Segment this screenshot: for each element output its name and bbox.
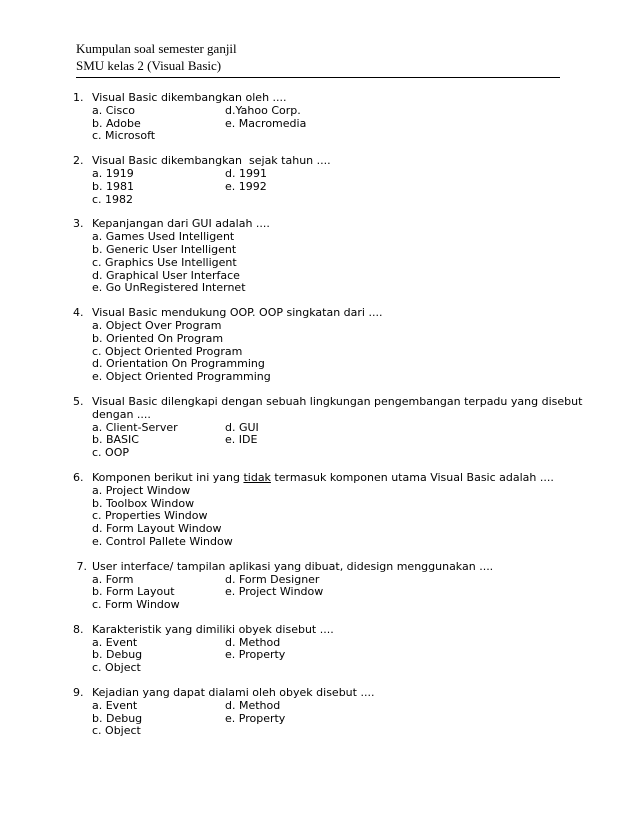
option: c. Properties Window [92, 509, 208, 523]
option: b. BASIC [92, 433, 139, 447]
option: b. 1981 [92, 179, 134, 193]
question-text: Visual Basic mendukung OOP. OOP singkatan dari .... [92, 306, 383, 320]
question-number: 3. [73, 217, 84, 231]
option: c. Graphics Use Intelligent [92, 255, 237, 269]
option: c. Microsoft [92, 129, 156, 143]
option: e. Control Pallete Window [92, 534, 233, 548]
option: d. Method [225, 698, 281, 712]
option: d. GUI [225, 420, 259, 434]
question-number: 6. [73, 470, 84, 484]
option: a. 1919 [92, 166, 134, 180]
question-2 [73, 155, 573, 206]
option: a. Games Used Intelligent [92, 230, 235, 244]
option: c. Object [92, 724, 141, 738]
question-text: Visual Basic dikembangkan oleh .... [92, 91, 287, 104]
option: b. Adobe [92, 116, 141, 130]
option: d. 1991 [225, 166, 267, 180]
option: e. IDE [225, 433, 258, 447]
option: d. Graphical User Interface [92, 268, 240, 282]
option: a. Object Over Program [92, 318, 222, 332]
option: c. Object [92, 661, 141, 675]
option: a. Project Window [92, 483, 191, 497]
question-text: Visual Basic dikembangkan sejak tahun .... [92, 154, 331, 168]
option: c. OOP [92, 446, 129, 460]
question-text-before: Komponen berikut ini yang [92, 470, 244, 484]
option: d. Method [225, 635, 281, 649]
question-number: 4. [73, 306, 84, 320]
question-5 [73, 394, 583, 460]
question-number: 2. [73, 154, 84, 168]
question-text: Kepanjangan dari GUI adalah .... [92, 217, 270, 231]
question-3 [73, 218, 573, 295]
question-9 [73, 687, 573, 738]
question-list [73, 91, 583, 750]
question-6 [73, 472, 573, 549]
option: b. Debug [92, 648, 143, 662]
option: d.Yahoo Corp. [225, 103, 301, 117]
option: e. Macromedia [225, 116, 307, 130]
question-text-continued: dengan .... [92, 407, 151, 421]
question-text-underlined: tidak [243, 470, 271, 484]
question-text [92, 472, 554, 485]
question-text: Visual Basic dilengkapi dengan sebuah lingkungan pengembangan terpadu yang disebut [92, 394, 583, 408]
option: e. Property [225, 648, 286, 662]
option: b. Generic User Intelligent [92, 242, 237, 256]
option: d. Form Designer [225, 572, 320, 586]
question-number: 1. [73, 91, 84, 104]
question-text: Karakteristik yang dimiliki obyek disebut .... [92, 622, 334, 636]
option: e. 1992 [225, 179, 267, 193]
option: d. Form Layout Window [92, 522, 222, 536]
option: a. Client-Server [92, 420, 178, 434]
option: a. Form [92, 572, 134, 586]
option: c. Form Window [92, 598, 180, 612]
question-4 [73, 307, 573, 384]
option: c. Object Oriented Program [92, 344, 243, 358]
question-7 [73, 561, 573, 612]
question-number: 9. [73, 686, 84, 700]
option: c. 1982 [92, 192, 134, 206]
option: e. Object Oriented Programming [92, 370, 271, 384]
option: b. Toolbox Window [92, 496, 195, 510]
option: b. Debug [92, 711, 143, 725]
question-number: 8. [73, 622, 84, 636]
option: e. Go UnRegistered Internet [92, 281, 246, 295]
question-number: 7. [73, 559, 87, 573]
option: d. Orientation On Programming [92, 357, 265, 371]
option: a. Event [92, 635, 138, 649]
header-subtitle: SMU kelas 2 (Visual Basic) [76, 58, 222, 73]
question-text: Kejadian yang dapat dialami oleh obyek disebut .... [92, 686, 375, 700]
question-1 [73, 92, 573, 143]
option: a. Event [92, 698, 138, 712]
question-text: User interface/ tampilan aplikasi yang dibuat, didesign menggunakan .... [92, 559, 494, 573]
option: b. Oriented On Program [92, 331, 224, 345]
option: e. Project Window [225, 585, 324, 599]
page-header [76, 40, 560, 78]
question-text-after: termasuk komponen utama Visual Basic adalah .... [270, 470, 554, 484]
option: e. Property [225, 711, 286, 725]
option: b. Form Layout [92, 585, 175, 599]
question-8 [73, 624, 573, 675]
question-number: 5. [73, 394, 84, 408]
header-title: Kumpulan soal semester ganjil [76, 41, 237, 56]
option: a. Cisco [92, 103, 135, 117]
